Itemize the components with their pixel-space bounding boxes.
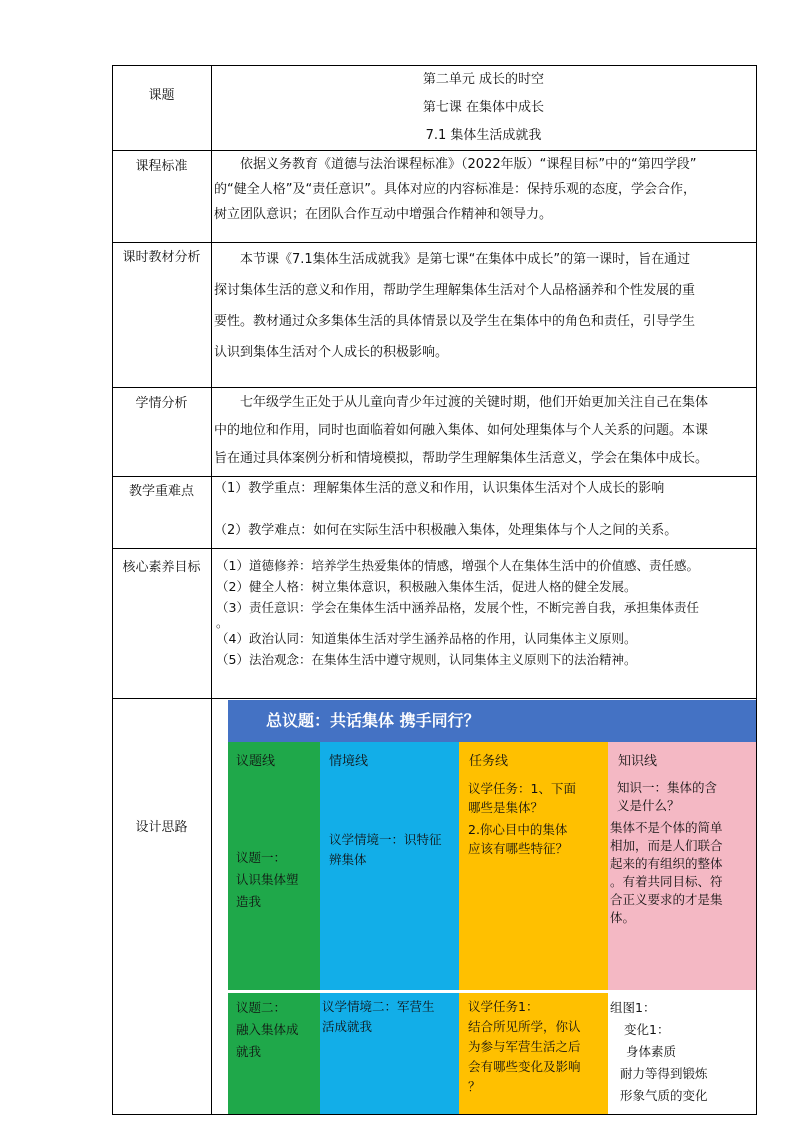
row1-task-line: 2.你心目中的集体 [468,822,568,837]
row-label-standard: 课程标准 [135,159,188,174]
row1-knowledge-answer: 集体不是个体的简单 [610,820,723,835]
students-line: 旨在通过具体案例分析和情境模拟，帮助学生理解集体生活意义，学会在集体中成长。 [214,451,709,466]
textbook-line: 认识到集体生活对个人成长的积极影响。 [214,345,449,360]
header-situation-line-label: 情境线 [329,754,369,769]
row-label-topic: 课题 [148,88,175,103]
row-label-keypoints: 教学重难点 [128,484,194,499]
header-knowledge-line-label: 知识线 [618,754,658,769]
row1-knowledge-answer: 体。 [610,910,636,925]
row2-topic [228,993,320,1114]
literacy-content [216,555,756,670]
row-label-literacy: 核心素养目标 [122,560,201,575]
row1-task-line: 应该有哪些特征？ [468,841,569,856]
row1-situation [320,775,459,990]
standard-content [214,152,756,227]
row-label-design: 设计思路 [135,820,188,835]
row1-task-line: 哪些是集体？ [468,800,544,815]
standard-line: 的“健全人格”及“责任意识”。具体对应的内容标准是：保持乐观的态度，学会合作， [214,182,696,197]
row1-task-line: 议学任务：1、下面 [468,781,576,796]
keypoints-content [214,478,756,542]
students-content [214,389,756,473]
row1-knowledge-question: 知识一：集体的含 [617,780,718,795]
row1-topic-line: 议题一： [236,850,287,865]
row2-knowledge [608,993,756,1114]
header-knowledge-line [608,742,756,775]
standard-line: 依据义务教育《道德与法治课程标准》（2022年版）“课程目标”中的“第四学段” [240,157,697,172]
row1-task [459,775,608,990]
row2-task-line: 会有哪些变化及影响 [468,1059,581,1074]
header-task-line [459,742,608,775]
keypoint-difficulty: （2）教学难点：如何在实际生活中积极融入集体，处理集体与个人之间的关系。 [214,523,678,538]
row2-task-line: 结合所见所学，你认 [468,1019,581,1034]
textbook-line: 本节课《7.1集体生活成就我》是第七课“在集体中成长”的第一课时，旨在通过 [240,252,691,267]
row2-topic-line: 融入集体成 [236,1022,299,1037]
textbook-line: 探讨集体生活的意义和作用，帮助学生理解集体生活对个人品格涵养和个性发展的重 [214,283,696,298]
row2-task [459,993,608,1114]
row-label-textbook: 课时教材分析 [122,250,201,265]
row2-knowledge-line: 变化1： [624,1022,670,1037]
literacy-line: （4）政治认同：知道集体生活对学生涵养品格的作用，认同集体主义原则。 [216,631,637,646]
literacy-line: 。 [216,615,229,630]
row2-knowledge-line: 身体素质 [626,1044,677,1059]
standard-line: 树立团队意识；在团队合作互动中增强合作精神和领导力。 [214,207,553,222]
row2-task-line: ？ [468,1079,481,1094]
keypoint-focus: （1）教学重点：理解集体生活的意义和作用，认识集体生活对个人成长的影响 [214,481,665,496]
design-title-bar [228,700,756,742]
literacy-line: （2）健全人格：树立集体意识，积极融入集体生活，促进人格的健全发展。 [216,579,637,594]
row2-knowledge-line: 耐力等得到锻炼 [620,1066,708,1081]
row2-situation-line: 议学情境二：军营生 [322,999,435,1014]
topic-section: 7.1 集体生活成就我 [425,128,542,143]
header-task-line-label: 任务线 [469,754,509,769]
row1-knowledge-answer: 。有着共同目标、符 [610,874,723,889]
row1-knowledge [608,775,756,990]
design-title: 总议题：共话集体 携手同行？ [266,711,480,730]
literacy-line: （3）责任意识：学会在集体生活中涵养品格，发展个性，不断完善自我，承担集体责任 [216,600,699,615]
topic-unit: 第二单元 成长的时空 [422,72,545,87]
literacy-line: （1）道德修养：培养学生热爱集体的情感，增强个人在集体生活中的价值感、责任感。 [216,558,699,573]
row2-task-line: 议学任务1： [468,999,539,1014]
textbook-line: 要性。教材通过众多集体生活的具体情景以及学生在集体中的角色和责任，引导学生 [214,314,696,329]
row1-situation-line: 辨集体 [329,852,367,867]
row1-knowledge-answer: 起来的有组织的整体 [610,856,723,871]
header-topic-line [228,742,320,775]
row2-task-line: 为参与军营生活之后 [468,1039,581,1054]
row1-knowledge-answer: 合正义要求的才是集 [610,892,723,907]
row2-knowledge-line: 组图1： [610,1000,656,1015]
row2-topic-line: 议题二： [236,1000,287,1015]
row2-situation [320,993,459,1114]
textbook-content [214,244,756,368]
row2-topic-line: 就我 [236,1044,262,1059]
row-label-students: 学情分析 [135,396,188,411]
row1-knowledge-answer: 相加，而是人们联合 [610,838,723,853]
row1-topic-line: 造我 [236,894,262,909]
row1-situation-line: 议学情境一：识特征 [329,832,442,847]
row1-topic-line: 认识集体塑 [236,872,299,887]
row1-topic [228,775,320,990]
literacy-line: （5）法治观念：在集体生活中遵守规则，认同集体主义原则下的法治精神。 [216,652,637,667]
students-line: 中的地位和作用，同时也面临着如何融入集体、如何处理集体与个人关系的问题。本课 [214,423,709,438]
row2-knowledge-line: 形象气质的变化 [620,1088,708,1103]
row2-situation-line: 活成就我 [322,1019,373,1034]
row1-knowledge-question: 义是什么？ [617,798,680,813]
header-topic-line-label: 议题线 [236,754,276,769]
students-line: 七年级学生正处于从儿童向青少年过渡的关键时期，他们开始更加关注自己在集体 [240,395,709,410]
topic-content [211,66,756,150]
header-situation-line [320,742,459,775]
topic-lesson: 第七课 在集体中成长 [422,100,545,115]
